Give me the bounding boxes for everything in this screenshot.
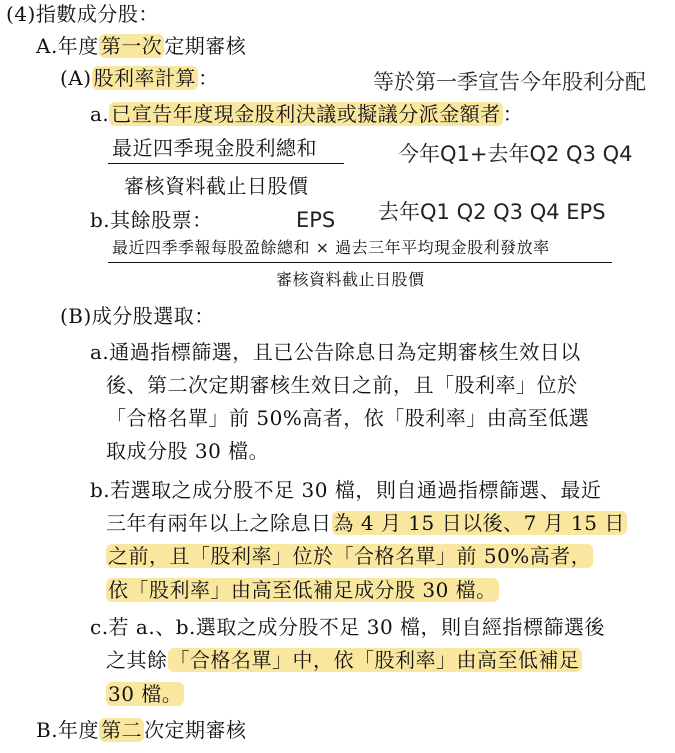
- subsection-a-prefix: A.年度: [36, 34, 99, 58]
- item-Bc-line3: [106, 682, 184, 706]
- item-Bc-line2: [106, 648, 582, 672]
- handwritten-note-q1: 等於第一季宣告今年股利分配: [373, 70, 646, 94]
- subsection-b-prefix: B.年度: [36, 718, 100, 742]
- subsection-a-heading: [36, 34, 246, 58]
- fraction2-bar: [108, 262, 612, 263]
- item-Bb-line1: b.若選取之成分股不足 30 檔，則自通過指標篩選、最近: [90, 478, 602, 502]
- dividend-yield-highlight: 股利率計算: [93, 66, 197, 90]
- item-Ba-line1: a.通過指標篩選，且已公告除息日為定期審核生效日以: [90, 340, 581, 364]
- item-a-line: [90, 102, 523, 126]
- item-Bb-line3-highlight: 之前，且「股利率」位於「合格名單」前 50%高者，: [108, 544, 592, 568]
- subsection-b-highlight: 第二: [101, 718, 143, 742]
- item-a-highlight: 已宣告年度現金股利決議或擬議分派金額者: [111, 102, 501, 126]
- subsection-a-highlight: 第一次: [100, 34, 163, 58]
- fraction1-denominator: 審核資料截止日股價: [124, 174, 309, 198]
- fraction1-numerator: 最近四季現金股利總和: [112, 136, 317, 160]
- item-Ba-line2: 後、第二次定期審核生效日之前，且「股利率」位於: [106, 373, 578, 397]
- subsection-a-suffix: 定期審核: [164, 34, 247, 58]
- fraction2-denominator: 審核資料截止日股價: [276, 270, 425, 289]
- handwritten-note-eps-quarters: 去年Q1 Q2 Q3 Q4 EPS: [378, 200, 606, 224]
- item-Bc-line2-pre: 之其餘: [106, 648, 168, 672]
- item-a-colon: ：: [502, 102, 524, 126]
- fraction2-numerator: 最近四季季報每股盈餘總和 × 過去三年平均現金股利發放率: [112, 238, 550, 257]
- fraction1-bar: [108, 163, 344, 164]
- item-a-prefix: a.: [90, 102, 110, 126]
- item-Bc-line3-highlight: 30 檔。: [108, 682, 183, 706]
- item-Bb-line2-pre: 三年有兩年以上之除息日: [106, 511, 332, 535]
- dividend-yield-label: (A): [60, 66, 92, 90]
- constituent-selection-heading: (B)成分股選取：: [60, 304, 215, 328]
- subsection-b-suffix: 次定期審核: [144, 718, 247, 742]
- handwritten-note-quarters: 今年Q1+去年Q2 Q3 Q4: [398, 142, 633, 166]
- handwritten-note-eps: EPS: [296, 208, 336, 232]
- item-Bb-line2: [106, 511, 627, 535]
- subsection-b-heading: [36, 718, 247, 742]
- item-Bb-line4: [106, 578, 499, 602]
- item-Bb-line3: [106, 544, 593, 568]
- item-Ba-line4: 取成分股 30 檔。: [106, 439, 270, 463]
- dividend-yield-heading: [60, 66, 219, 90]
- dividend-yield-colon: ：: [198, 66, 219, 90]
- section-heading: (4)指數成分股：: [6, 2, 159, 26]
- item-b-line: b.其餘股票：: [90, 208, 213, 232]
- item-Bc-line2-highlight: 「合格名單」中，依「股利率」由高至低補足: [169, 648, 580, 672]
- item-Ba-line3: 「合格名單」前 50%高者，依「股利率」由高至低選: [106, 406, 590, 430]
- item-Bc-line1: c.若 a.、b.選取之成分股不足 30 檔，則自經指標篩選後: [90, 615, 606, 639]
- item-Bb-line2-highlight: 為 4 月 15 日以後、7 月 15 日: [333, 511, 625, 535]
- item-Bb-line4-highlight: 依「股利率」由高至低補足成分股 30 檔。: [108, 578, 497, 602]
